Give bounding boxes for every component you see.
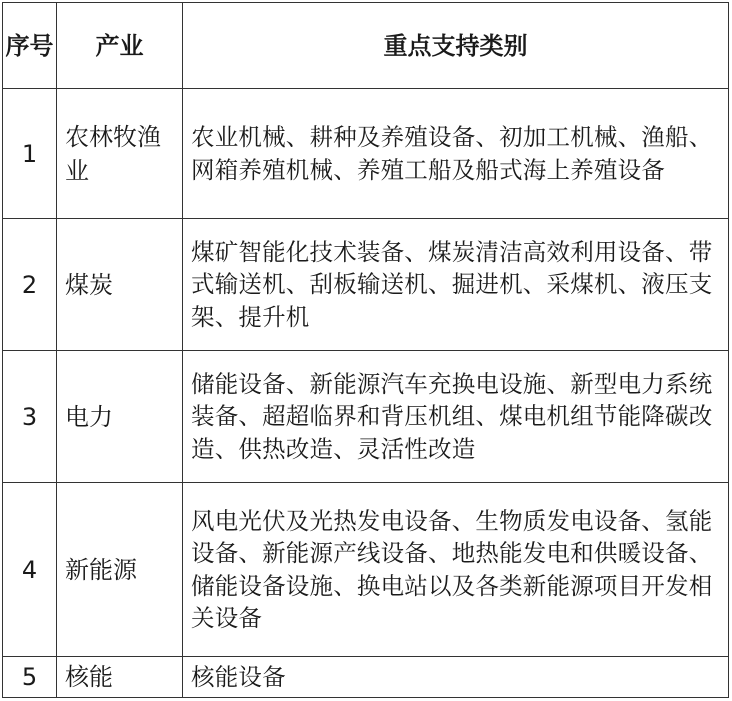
row-items: 农业机械、耕种及养殖设备、初加工机械、渔船、网箱养殖机械、养殖工船及船式海上养殖设备 bbox=[183, 89, 729, 219]
header-category: 重点支持类别 bbox=[183, 3, 729, 89]
support-category-table bbox=[2, 2, 729, 698]
row-items: 煤矿智能化技术装备、煤炭清洁高效利用设备、带式输送机、刮板输送机、掘进机、采煤机、液压支架、提升机 bbox=[183, 219, 729, 351]
row-industry: 农林牧渔业 bbox=[57, 89, 183, 219]
header-seq: 序号 bbox=[3, 3, 57, 89]
row-industry: 电力 bbox=[57, 351, 183, 483]
table-header-row bbox=[3, 3, 729, 89]
table-row bbox=[3, 483, 729, 657]
row-seq: 1 bbox=[3, 89, 57, 219]
row-seq: 3 bbox=[3, 351, 57, 483]
row-seq: 2 bbox=[3, 219, 57, 351]
header-industry: 产业 bbox=[57, 3, 183, 89]
row-items: 风电光伏及光热发电设备、生物质发电设备、氢能设备、新能源产线设备、地热能发电和供暖设备、储能设备设施、换电站以及各类新能源项目开发相关设备 bbox=[183, 483, 729, 657]
row-industry: 核能 bbox=[57, 657, 183, 698]
row-seq: 5 bbox=[3, 657, 57, 698]
row-seq: 4 bbox=[3, 483, 57, 657]
row-industry: 新能源 bbox=[57, 483, 183, 657]
row-industry: 煤炭 bbox=[57, 219, 183, 351]
table-row bbox=[3, 351, 729, 483]
table-row bbox=[3, 219, 729, 351]
table-row bbox=[3, 89, 729, 219]
row-items: 储能设备、新能源汽车充换电设施、新型电力系统装备、超超临界和背压机组、煤电机组节能降碳改造、供热改造、灵活性改造 bbox=[183, 351, 729, 483]
row-items: 核能设备 bbox=[183, 657, 729, 698]
table-row bbox=[3, 657, 729, 698]
